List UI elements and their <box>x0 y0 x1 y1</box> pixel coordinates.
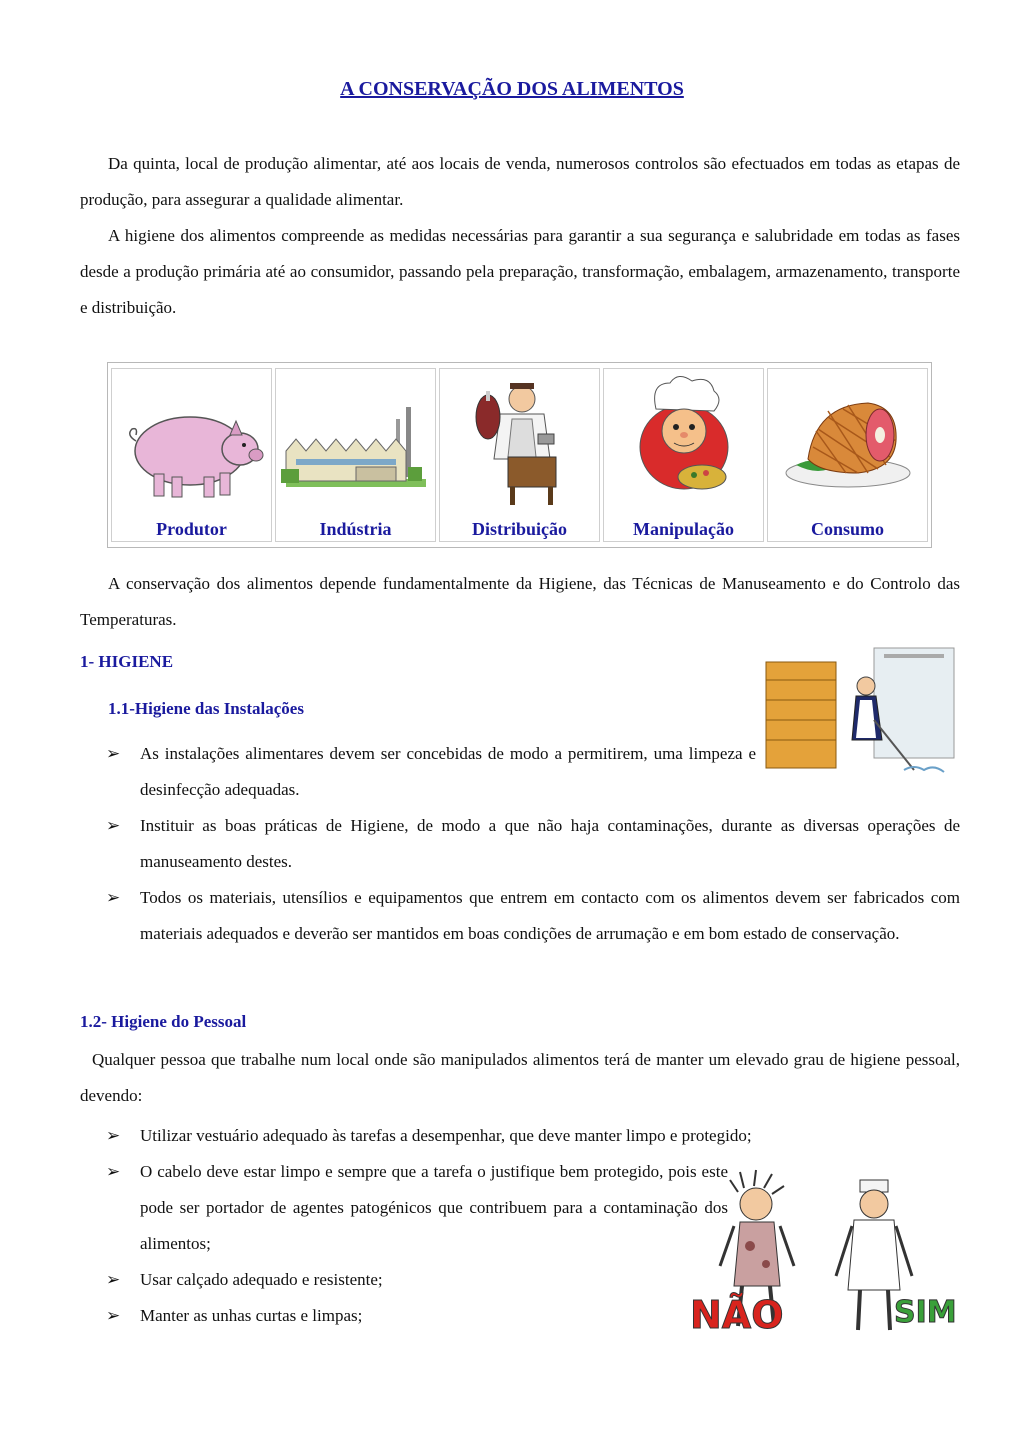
chain-cell-consumo <box>767 368 928 542</box>
chain-cell-industria <box>275 368 436 542</box>
bullet-text: As instalações alimentares devem ser concebidas de modo a permitirem, uma limpeza e desinfecção adequadas. <box>140 744 756 799</box>
ham-icon <box>768 369 927 519</box>
cook-icon <box>604 369 763 519</box>
bullet-pessoal-3 <box>106 1262 700 1298</box>
sim-label: SIM <box>894 1295 957 1330</box>
arrow-bullet-icon: ➢ <box>106 1306 121 1325</box>
subsection-heading-instalacoes: 1.1-Higiene das Instalações <box>108 699 304 718</box>
arrow-bullet-icon: ➢ <box>106 1162 121 1181</box>
pig-icon <box>112 369 271 519</box>
bullet-text: O cabelo deve estar limpo e sempre que a tarefa o justifique bem protegido, pois este pode ser portador de agentes patogénicos que contribuem para a contaminação dos alimentos; <box>140 1162 728 1253</box>
arrow-bullet-icon: ➢ <box>106 744 121 763</box>
section-heading-higiene: 1- HIGIENE <box>80 652 174 671</box>
nao-label: NÃO <box>690 1293 784 1337</box>
bullet-pessoal-4 <box>106 1298 700 1334</box>
paragraph-conservation <box>80 566 960 638</box>
bullet-text: Usar calçado adequado e resistente; <box>140 1270 383 1289</box>
factory-icon <box>276 369 435 519</box>
paragraph-pessoal <box>80 1042 960 1114</box>
chain-label-industria: Indústria <box>319 519 392 539</box>
chain-label-distribuicao: Distribuição <box>471 519 567 539</box>
arrow-bullet-icon: ➢ <box>106 816 121 835</box>
arrow-bullet-icon: ➢ <box>106 888 121 907</box>
arrow-bullet-icon: ➢ <box>106 1270 121 1289</box>
page-title: A CONSERVAÇÃO DOS ALIMENTOS <box>340 78 684 100</box>
arrow-bullet-icon: ➢ <box>106 1126 121 1145</box>
food-chain-table <box>107 362 932 548</box>
pessoal-intro-text: Qualquer pessoa que trabalhe num local onde são manipulados alimentos terá de manter um elevado grau de higiene pessoal, devendo: <box>80 1050 960 1105</box>
subsection-heading-pessoal: 1.2- Higiene do Pessoal <box>80 1012 247 1031</box>
intro-paragraph-2 <box>80 218 960 326</box>
intro-p2-text: A higiene dos alimentos compreende as medidas necessárias para garantir a sua segurança e salubridade em todas as fases desde a produção primária até ao consumidor, passando pela preparação, transformação, embalagem, armazenamento, transporte e distribuição. <box>80 226 960 317</box>
chain-cell-produtor <box>111 368 272 542</box>
chain-cell-distribuicao <box>439 368 600 542</box>
intro-p1-text: Da quinta, local de produção alimentar, até aos locais de venda, numerosos controlos são efectuados em todas as etapas de produção, para assegurar a qualidade alimentar. <box>80 154 960 209</box>
chain-label-produtor: Produtor <box>156 519 227 539</box>
bullet-instalacoes-1 <box>106 736 756 808</box>
chain-label-manipulacao: Manipulação <box>632 519 734 539</box>
bullet-pessoal-1 <box>106 1118 960 1154</box>
intro-paragraph-1 <box>80 146 960 218</box>
butcher-icon <box>440 369 599 519</box>
bullet-text: Todos os materiais, utensílios e equipamentos que entrem em contacto com os alimentos devem ser fabricados com materiais adequados e deverão ser mantidos em boas condições de arrumação e em bom estado de conservação. <box>140 888 960 943</box>
bullet-instalacoes-3 <box>106 880 960 952</box>
bullet-instalacoes-2 <box>106 808 960 880</box>
bullet-text: Manter as unhas curtas e limpas; <box>140 1306 363 1325</box>
cleaning-illustration <box>764 640 960 788</box>
chain-label-consumo: Consumo <box>810 519 885 539</box>
p3-text: A conservação dos alimentos depende fundamentalmente da Higiene, das Técnicas de Manuseamento e do Controlo das Temperaturas. <box>80 574 960 629</box>
chain-cell-manipulacao <box>603 368 764 542</box>
nao-sim-cartoon <box>684 1166 960 1342</box>
bullet-text: Instituir as boas práticas de Higiene, de modo a que não haja contaminações, durante as diversas operações de manuseamento destes. <box>140 816 960 871</box>
bullet-pessoal-2 <box>106 1154 728 1262</box>
bullet-text: Utilizar vestuário adequado às tarefas a desempenhar, que deve manter limpo e protegido; <box>140 1126 752 1145</box>
